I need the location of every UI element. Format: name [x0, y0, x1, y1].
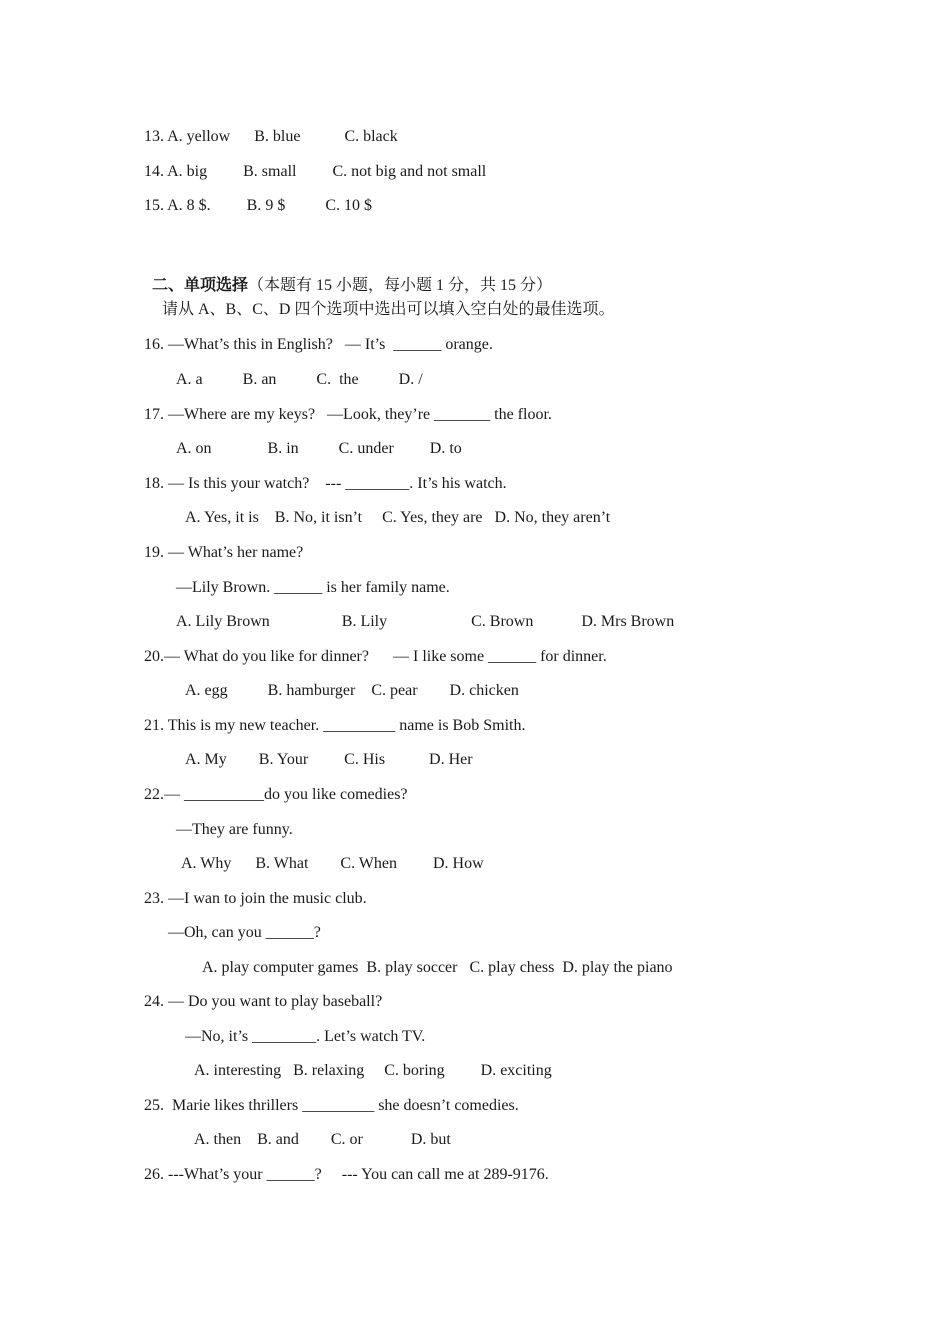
question-19: 19. — What’s her name?	[144, 544, 304, 561]
options-18: A. Yes, it is B. No, it isn’t C. Yes, they are D. No, they aren’t	[185, 509, 611, 526]
question-18: 18. — Is this your watch? --- ________. It’s his watch.	[144, 475, 507, 492]
question-23-reply: —Oh, can you ______?	[168, 924, 321, 941]
section-heading	[144, 256, 552, 296]
options-24: A. interesting B. relaxing C. boring D. exciting	[194, 1062, 552, 1079]
question-19-reply: —Lily Brown. ______ is her family name.	[176, 579, 450, 596]
question-17: 17. —Where are my keys? —Look, they’re _______ the floor.	[144, 406, 552, 423]
line-q15: 15. A. 8 $. B. 9 $ C. 10 $	[144, 197, 373, 214]
instruction: 请从 A、B、C、D 四个选项中选出可以填入空白处的最佳选项。	[162, 301, 615, 318]
options-25: A. then B. and C. or D. but	[194, 1131, 451, 1148]
question-26: 26. ---What’s your ______? --- You can call me at 289-9176.	[144, 1166, 549, 1183]
section-note: （本题有 15 小题，每小题 1 分，共 15 分）	[248, 277, 553, 294]
options-22: A. Why B. What C. When D. How	[181, 855, 484, 872]
question-21: 21. This is my new teacher. _________ name is Bob Smith.	[144, 717, 526, 734]
options-16: A. a B. an C. the D. /	[176, 371, 423, 388]
line-q13: 13. A. yellow B. blue C. black	[144, 128, 398, 145]
options-20: A. egg B. hamburger C. pear D. chicken	[185, 682, 519, 699]
section-title: 二、单项选择	[152, 277, 249, 294]
question-22: 22.— __________do you like comedies?	[144, 786, 408, 803]
question-16: 16. —What’s this in English? — It’s ______ orange.	[144, 336, 493, 353]
question-23: 23. —I wan to join the music club.	[144, 890, 367, 907]
options-23: A. play computer games B. play soccer C. play chess D. play the piano	[202, 959, 673, 976]
options-21: A. My B. Your C. His D. Her	[185, 751, 473, 768]
question-22-reply: —They are funny.	[176, 821, 293, 838]
question-25: 25. Marie likes thrillers _________ she doesn’t comedies.	[144, 1097, 519, 1114]
question-24: 24. — Do you want to play baseball?	[144, 993, 383, 1010]
line-q14: 14. A. big B. small C. not big and not small	[144, 163, 487, 180]
options-17: A. on B. in C. under D. to	[176, 440, 462, 457]
question-24-reply: —No, it’s ________. Let’s watch TV.	[185, 1028, 426, 1045]
question-20: 20.— What do you like for dinner? — I like some ______ for dinner.	[144, 648, 607, 665]
options-19: A. Lily Brown B. Lily C. Brown D. Mrs Brown	[176, 613, 675, 630]
